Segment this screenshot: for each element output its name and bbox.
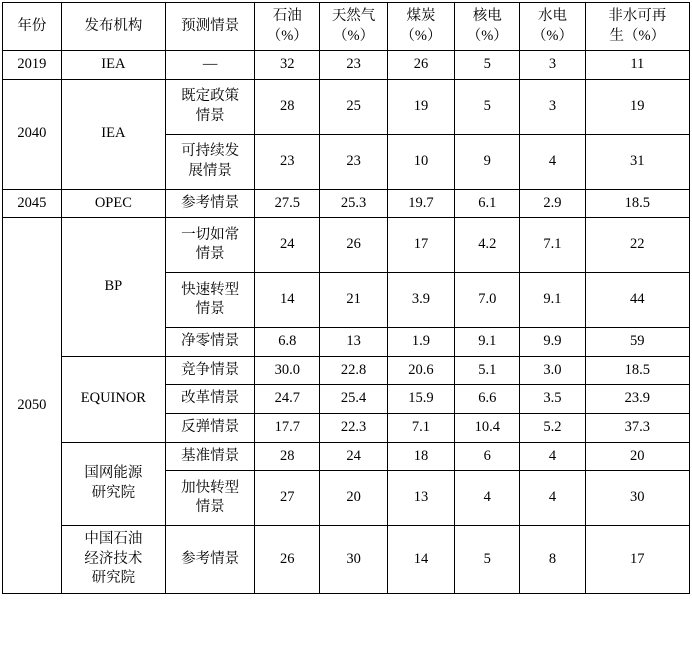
energy-forecast-table: [2, 2, 690, 594]
cell-hydro: 3.0: [520, 356, 585, 385]
cell-renewable: 11: [585, 51, 689, 80]
cell-organization: 国网能源 研究院: [61, 442, 165, 526]
table-row: [3, 526, 690, 594]
cell-coal: 17: [387, 218, 454, 273]
header-cell-organization: [61, 3, 165, 51]
cell-renewable: 17: [585, 526, 689, 594]
header-oil-line1: 石油: [272, 8, 302, 24]
cell-nuclear: 9.1: [455, 328, 520, 357]
cell-oil: 24.7: [255, 385, 320, 414]
cell-gas: 22.8: [320, 356, 387, 385]
cell-oil: 6.8: [255, 328, 320, 357]
table-body: [3, 51, 690, 594]
cell-coal: 14: [387, 526, 454, 594]
cell-renewable: 19: [585, 79, 689, 134]
cell-scenario: 参考情景: [166, 189, 255, 218]
cell-coal: 3.9: [387, 273, 454, 328]
cell-oil: 23: [255, 134, 320, 189]
cell-hydro: 4: [520, 471, 585, 526]
cell-nuclear: 6.6: [455, 385, 520, 414]
cell-gas: 22.3: [320, 413, 387, 442]
cell-scenario: 改革情景: [166, 385, 255, 414]
cell-year: 2040: [3, 79, 62, 189]
cell-organization: IEA: [61, 51, 165, 80]
cell-nuclear: 6: [455, 442, 520, 471]
table-row: [3, 442, 690, 471]
cell-renewable: 18.5: [585, 356, 689, 385]
cell-nuclear: 4.2: [455, 218, 520, 273]
table-header: [3, 3, 690, 51]
cell-coal: 7.1: [387, 413, 454, 442]
cell-nuclear: 5: [455, 51, 520, 80]
table-row: [3, 79, 690, 134]
cell-organization: 中国石油 经济技术 研究院: [61, 526, 165, 594]
table-row: [3, 218, 690, 273]
cell-oil: 30.0: [255, 356, 320, 385]
cell-renewable: 20: [585, 442, 689, 471]
cell-coal: 1.9: [387, 328, 454, 357]
cell-scenario: —: [166, 51, 255, 80]
cell-scenario: 快速转型 情景: [166, 273, 255, 328]
cell-hydro: 9.9: [520, 328, 585, 357]
header-renewable-line1: 非水可再: [608, 8, 667, 24]
cell-renewable: 31: [585, 134, 689, 189]
cell-nuclear: 5: [455, 526, 520, 594]
cell-scenario: 加快转型 情景: [166, 471, 255, 526]
cell-renewable: 22: [585, 218, 689, 273]
header-nuclear-line1: 核电: [472, 8, 502, 24]
cell-year: 2050: [3, 218, 62, 594]
cell-gas: 26: [320, 218, 387, 273]
cell-hydro: 5.2: [520, 413, 585, 442]
header-organization-line1: 发布机构: [84, 17, 143, 34]
cell-oil: 28: [255, 442, 320, 471]
cell-gas: 13: [320, 328, 387, 357]
cell-gas: 23: [320, 134, 387, 189]
table-row: [3, 356, 690, 385]
cell-gas: 20: [320, 471, 387, 526]
header-coal-line2: （%）: [400, 27, 442, 44]
cell-scenario: 既定政策 情景: [166, 79, 255, 134]
cell-gas: 30: [320, 526, 387, 594]
cell-oil: 24: [255, 218, 320, 273]
cell-coal: 19.7: [387, 189, 454, 218]
cell-coal: 26: [387, 51, 454, 80]
cell-organization: OPEC: [61, 189, 165, 218]
cell-hydro: 3.5: [520, 385, 585, 414]
cell-oil: 17.7: [255, 413, 320, 442]
cell-year: 2019: [3, 51, 62, 80]
cell-renewable: 23.9: [585, 385, 689, 414]
cell-nuclear: 5: [455, 79, 520, 134]
cell-coal: 13: [387, 471, 454, 526]
table-row: [3, 51, 690, 80]
cell-nuclear: 9: [455, 134, 520, 189]
header-oil-line2: （%）: [266, 27, 308, 44]
cell-scenario: 竞争情景: [166, 356, 255, 385]
cell-renewable: 30: [585, 471, 689, 526]
header-coal-line1: 煤炭: [406, 8, 436, 24]
cell-renewable: 59: [585, 328, 689, 357]
cell-nuclear: 10.4: [455, 413, 520, 442]
table-row: [3, 189, 690, 218]
header-scenario-line1: 预测情景: [181, 17, 240, 34]
cell-hydro: 4: [520, 442, 585, 471]
cell-scenario: 反弹情景: [166, 413, 255, 442]
cell-coal: 18: [387, 442, 454, 471]
header-cell-scenario: [166, 3, 255, 51]
header-gas-line2: （%）: [333, 27, 375, 44]
header-cell-gas: [320, 3, 387, 51]
cell-nuclear: 4: [455, 471, 520, 526]
cell-renewable: 44: [585, 273, 689, 328]
cell-hydro: 3: [520, 51, 585, 80]
cell-renewable: 37.3: [585, 413, 689, 442]
cell-hydro: 2.9: [520, 189, 585, 218]
cell-scenario: 可持续发 展情景: [166, 134, 255, 189]
energy-forecast-table-container: [0, 2, 692, 669]
cell-coal: 19: [387, 79, 454, 134]
header-hydro-line1: 水电: [537, 8, 567, 24]
cell-oil: 14: [255, 273, 320, 328]
header-cell-coal: [387, 3, 454, 51]
cell-gas: 23: [320, 51, 387, 80]
cell-oil: 32: [255, 51, 320, 80]
cell-hydro: 4: [520, 134, 585, 189]
cell-organization: IEA: [61, 79, 165, 189]
cell-scenario: 净零情景: [166, 328, 255, 357]
cell-nuclear: 5.1: [455, 356, 520, 385]
cell-nuclear: 7.0: [455, 273, 520, 328]
cell-oil: 27: [255, 471, 320, 526]
cell-gas: 21: [320, 273, 387, 328]
header-renewable-line2: 生（%）: [609, 27, 666, 44]
header-gas-line1: 天然气: [331, 8, 376, 24]
cell-scenario: 参考情景: [166, 526, 255, 594]
cell-hydro: 8: [520, 526, 585, 594]
cell-nuclear: 6.1: [455, 189, 520, 218]
cell-gas: 25.4: [320, 385, 387, 414]
header-hydro-line2: （%）: [531, 27, 574, 44]
cell-organization: BP: [61, 218, 165, 357]
cell-oil: 26: [255, 526, 320, 594]
header-cell-oil: [255, 3, 320, 51]
cell-renewable: 18.5: [585, 189, 689, 218]
cell-scenario: 一切如常 情景: [166, 218, 255, 273]
header-cell-year: [3, 3, 62, 51]
cell-coal: 20.6: [387, 356, 454, 385]
header-row: [3, 3, 690, 51]
cell-oil: 27.5: [255, 189, 320, 218]
cell-gas: 25.3: [320, 189, 387, 218]
cell-coal: 15.9: [387, 385, 454, 414]
cell-hydro: 7.1: [520, 218, 585, 273]
cell-scenario: 基准情景: [166, 442, 255, 471]
cell-hydro: 3: [520, 79, 585, 134]
header-year-line1: 年份: [17, 17, 47, 34]
cell-coal: 10: [387, 134, 454, 189]
cell-gas: 24: [320, 442, 387, 471]
header-cell-hydro: [520, 3, 585, 51]
cell-year: 2045: [3, 189, 62, 218]
header-cell-nuclear: [455, 3, 520, 51]
cell-oil: 28: [255, 79, 320, 134]
header-nuclear-line2: （%）: [466, 27, 508, 44]
cell-hydro: 9.1: [520, 273, 585, 328]
cell-gas: 25: [320, 79, 387, 134]
cell-organization: EQUINOR: [61, 356, 165, 442]
header-cell-renewable: [585, 3, 689, 51]
